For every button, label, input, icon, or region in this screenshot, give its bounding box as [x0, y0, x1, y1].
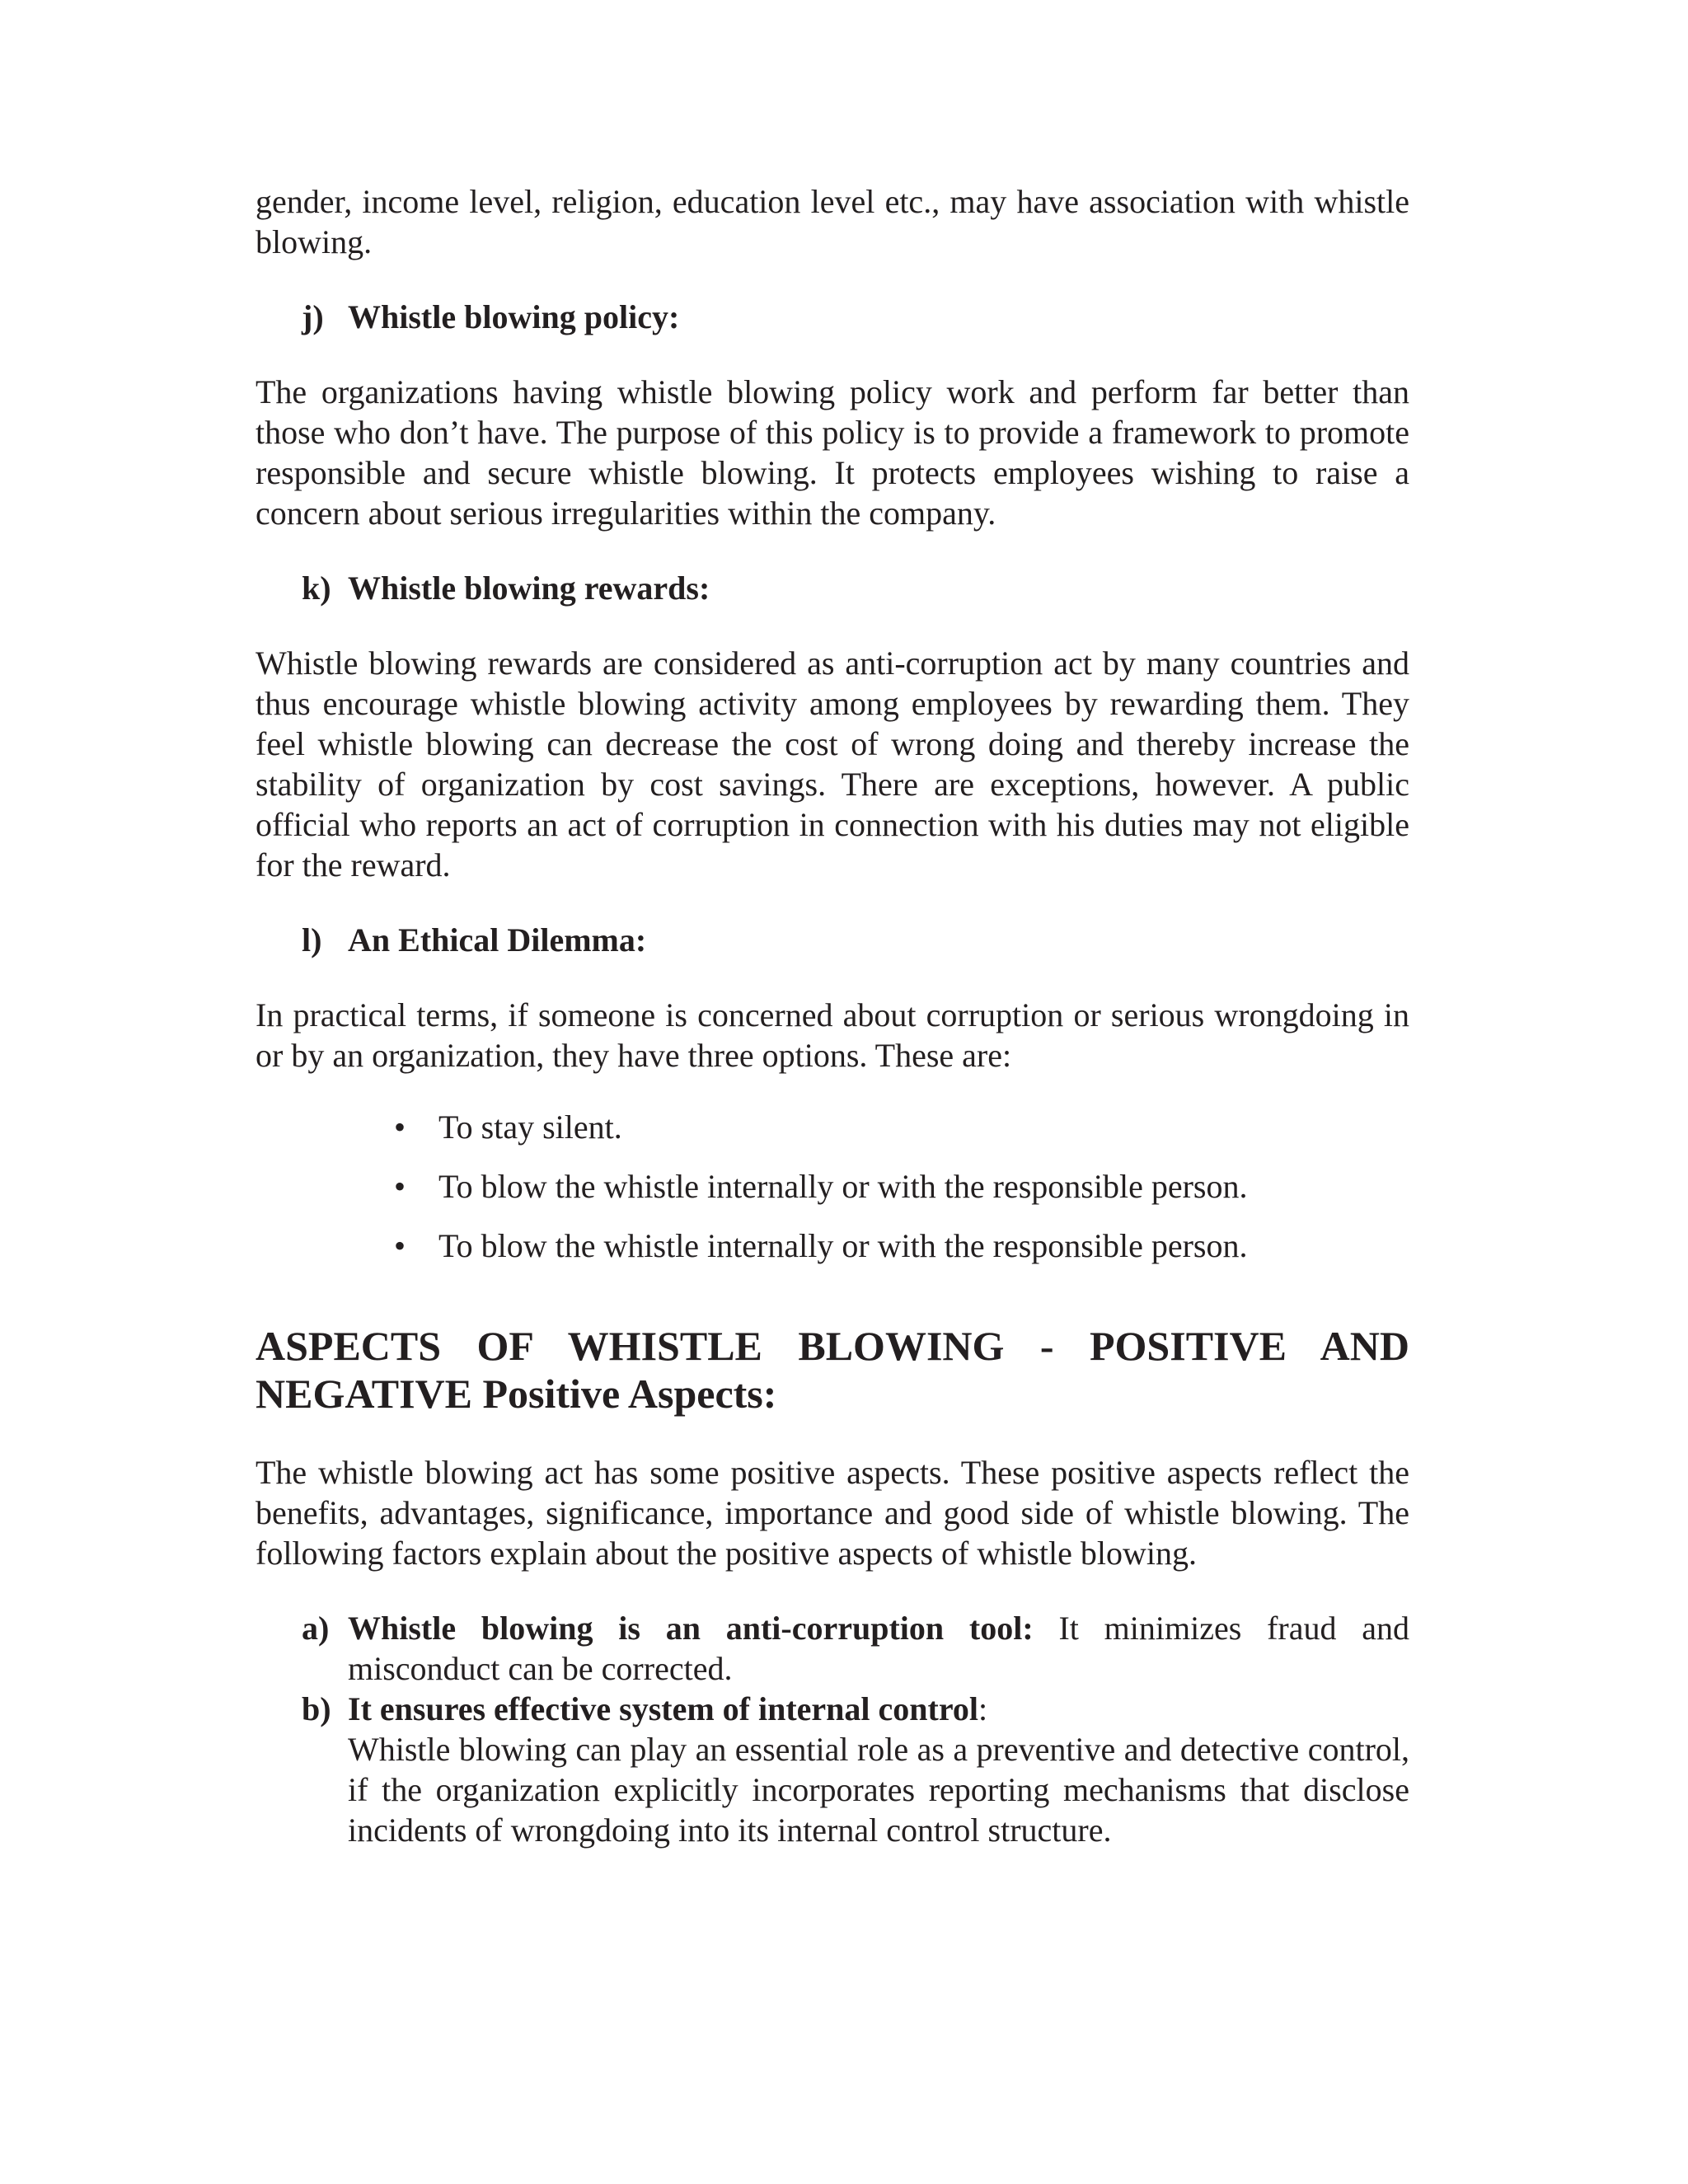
- list-item-anti-corruption: [256, 1608, 1409, 1689]
- section-heading-text: Whistle blowing policy:: [348, 298, 680, 335]
- section-marker: k): [302, 569, 331, 607]
- bullet-icon: •: [394, 1227, 406, 1264]
- aspects-heading-line-2: NEGATIVE Positive Aspects:: [256, 1371, 777, 1417]
- options-list: [256, 1107, 1409, 1266]
- bullet-icon: •: [394, 1168, 406, 1205]
- list-item-text: Whistle blowing can play an essential role as a preventive and detective control, if the organization explicitly incorporates reporting mechanisms that disclose incidents of wrongdoing into its internal control structure.: [348, 1731, 1409, 1849]
- list-item-colon: :: [978, 1690, 988, 1727]
- list-marker: b): [302, 1690, 331, 1727]
- paragraph-whistle-blowing-policy: The organizations having whistle blowing policy work and perform far better than those who don’t have. The purpose of this policy is to provide a framework to promote responsible and secure whistle blowing. It protects employees wishing to raise a concern about serious irregularities within the company.: [256, 373, 1409, 532]
- intro-continuation: gender, income level, religion, education level etc., may have association with whistle blowing.: [256, 183, 1409, 260]
- section-marker: j): [302, 298, 324, 335]
- paragraph-whistle-blowing-rewards: Whistle blowing rewards are considered as anti-corruption act by many countries and thus encourage whistle blowing activity among employees by rewarding them. They feel whistle blowing can decrease the cost of wrong doing and thereby increase the stability of organization by cost savings. There are exceptions, however. A public official who reports an act of corruption in connection with his duties may not eligible for the reward.: [256, 644, 1409, 883]
- list-item-lead: Whistle blowing is an anti-corruption tool:: [348, 1610, 1034, 1647]
- aspects-heading: [256, 1322, 1409, 1418]
- aspects-heading-line-1: ASPECTS OF WHISTLE BLOWING - POSITIVE AND: [256, 1323, 1409, 1369]
- heading-whistle-blowing-rewards: [256, 568, 1409, 608]
- list-item: [256, 1107, 1409, 1147]
- paragraph-positive-aspects-intro: The whistle blowing act has some positive aspects. These positive aspects reflect the benefits, advantages, significance, importance and good side of whistle blowing. The following factors explain about the positive aspects of whistle blowing.: [256, 1454, 1409, 1572]
- list-marker: a): [302, 1610, 330, 1647]
- heading-ethical-dilemma: [256, 920, 1409, 960]
- list-item-internal-control: [256, 1689, 1409, 1850]
- positive-aspects-list: [256, 1608, 1409, 1850]
- list-item-lead: It ensures effective system of internal control: [348, 1690, 978, 1727]
- list-item-text: To blow the whistle internally or with the responsible person.: [438, 1227, 1248, 1264]
- paragraph-ethical-dilemma: In practical terms, if someone is concerned about corruption or serious wrongdoing in or by an organization, they have three options. These are:: [256, 996, 1409, 1074]
- list-item-text: It minimizes fraud and misconduct can be corrected.: [348, 1610, 1409, 1687]
- heading-whistle-blowing-policy: [256, 297, 1409, 337]
- list-item-text: To stay silent.: [438, 1108, 622, 1146]
- section-heading-text: An Ethical Dilemma:: [348, 921, 647, 958]
- document-page: [256, 181, 1409, 1850]
- list-item-text: To blow the whistle internally or with the responsible person.: [438, 1168, 1248, 1205]
- section-heading-text: Whistle blowing rewards:: [348, 569, 710, 607]
- list-item: [256, 1226, 1409, 1266]
- section-marker: l): [302, 921, 322, 958]
- list-item: [256, 1166, 1409, 1207]
- bullet-icon: •: [394, 1108, 406, 1146]
